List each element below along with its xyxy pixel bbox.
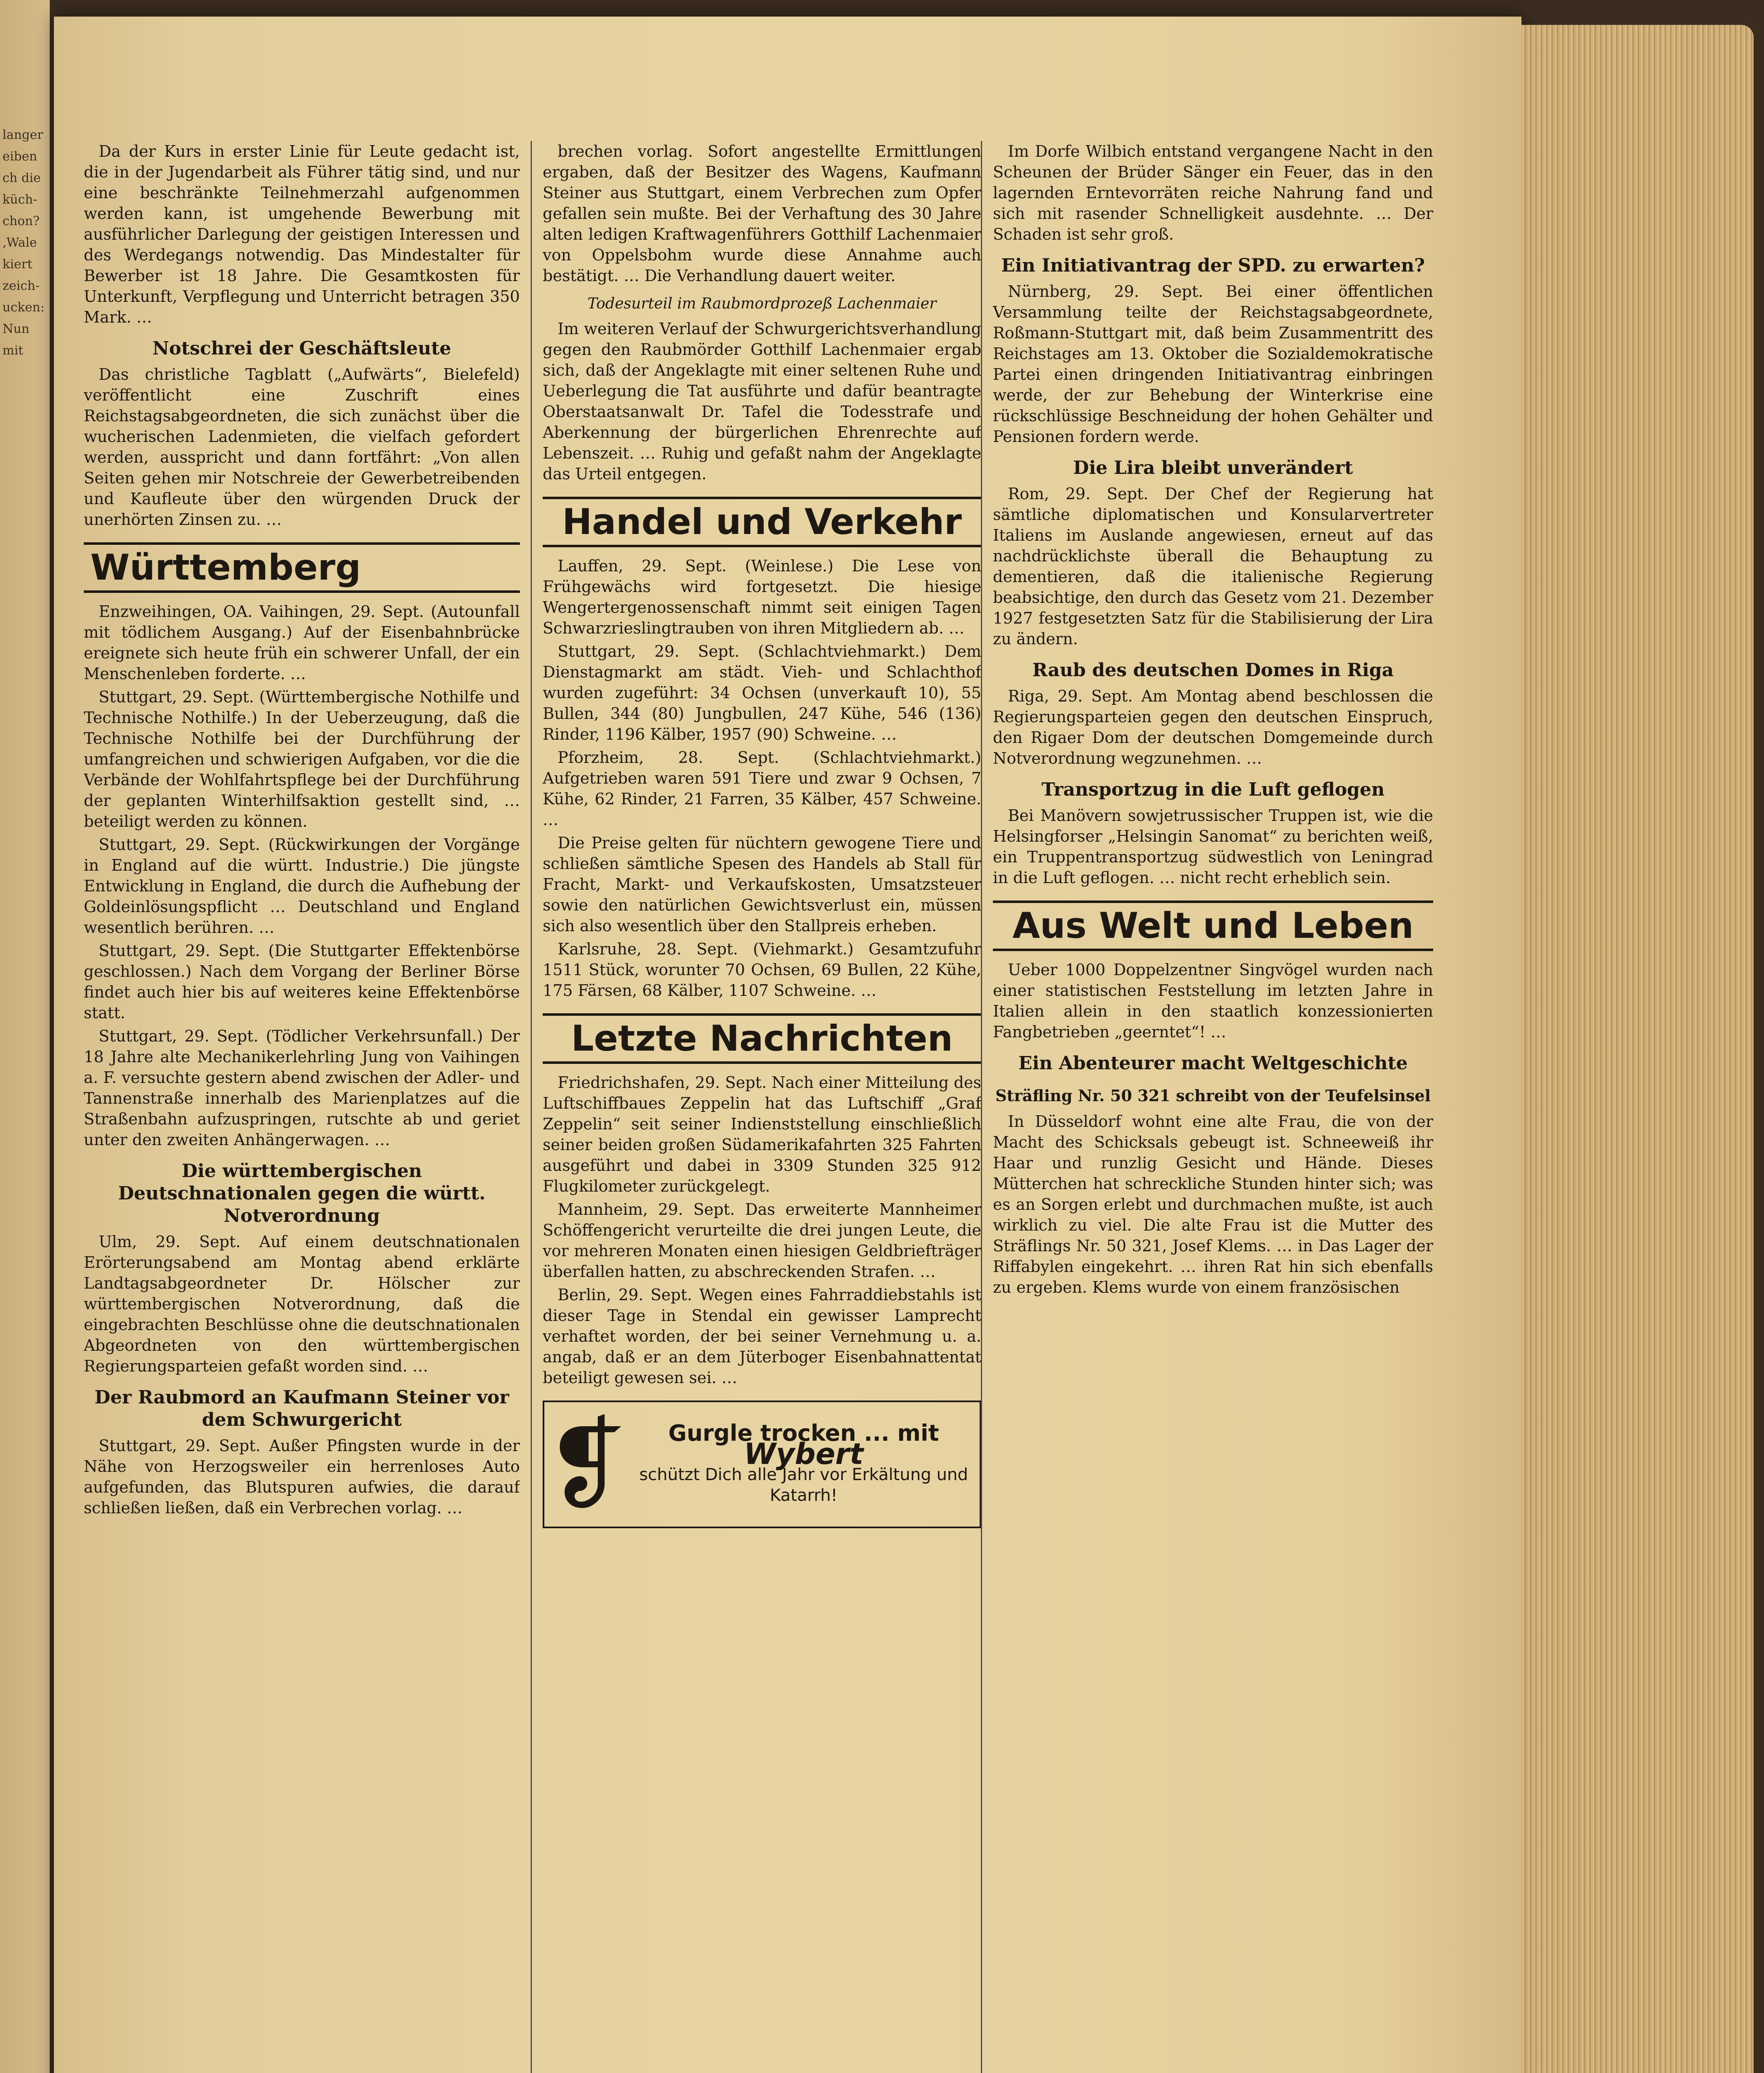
section-handel: Handel und Verkehr xyxy=(543,497,981,547)
article-karlsruhe: Karlsruhe, 28. Sept. (Viehmarkt.) Gesamtzufuhr 1511 Stück, worunter 70 Ochsen, 69 Bullen, 22 Kühe, 175 Färsen, 68 Kälber, 1107 Schweine. … xyxy=(543,940,981,1000)
article-abenteurer: In Düsseldorf wohnt eine alte Frau, die von der Macht des Schicksals gebeugt ist. Schneeweiß ihr Haar und runzlig Gesicht und Hände. Dieses Mütterchen hat schreckliche Stunden hinter sich; was es an Sorgen erlebt und durchmachen mußte, ist auch wirklich zu viel. Die alte Frau ist die Mutter des Sträflings Nr. 50 321, Josef Klems. … in Das Lager der Riffabylen eingekehrt. … ihren Rat hin sich ebenfalls zu ergeben. Klems wurde von einem französischen xyxy=(993,1112,1433,1296)
column-1 xyxy=(84,141,520,2073)
article-nothilfe: Stuttgart, 29. Sept. (Württembergische Nothilfe und Technische Nothilfe.) In der Ueberzeugung, daß die Technische Nothilfe bei der Durchführung der umfangreichen und schwierigen Aufgaben, vor die die Verbände der Wohlfahrtspflege bei der Durchführung der geplanten Winterhilfsaktion gestellt sind, … beteiligt werden zu können. xyxy=(84,688,520,830)
article-pforzheim: Pforzheim, 28. Sept. (Schlachtviehmarkt.) Aufgetrieben waren 591 Tiere und zwar 9 Ochsen, 7 Kühe, 62 Rinder, 21 Farren, 35 Kälber, 457 Schweine. … xyxy=(543,748,981,829)
article-friedrichshafen: Friedrichshafen, 29. Sept. Nach einer Mitteilung des Luftschiffbaues Zeppelin hat das Luftschiff „Graf Zeppelin“ seit seiner Indienststellung einschließlich seiner beiden großen Südamerikafahrten 325 Fahrten ausgeführt und dabei in 3309 Stunden 325 912 Flugkilometer zurückgelegt. xyxy=(543,1073,981,1195)
article-england: Stuttgart, 29. Sept. (Rückwirkungen der Vorgänge in England auf die württ. Industrie.) Die jüngste Entwicklung in England, die durch die Aufhebung der Goldeinlösungspflicht … Deutschland und England wesentlich berühren. … xyxy=(84,835,520,937)
headline-dnvp: Die württembergischen Deutschnationalen gegen die württ. Notverordnung xyxy=(118,1160,486,1226)
headline-riga: Raub des deutschen Domes in Riga xyxy=(1032,660,1394,681)
headline-todesurteil: Todesurteil im Raubmordprozeß Lachenmaier xyxy=(587,295,937,312)
column-3 xyxy=(981,141,1433,2073)
article-spd: Nürnberg, 29. Sept. Bei einer öffentlichen Versammlung teilte der Reichstagsabgeordnete, Roßmann-Stuttgart mit, daß beim Zusammentritt des Reichstages am 13. Oktober die Sozialdemokratische Partei einen dringenden Initiativantrag einbringen werde, der zur Behebung der Winterkrise eine rückschlüssige Beschneidung der hohen Gehälter und Pensionen fordern werde. xyxy=(993,282,1433,446)
article-singvoegel: Ueber 1000 Doppelzentner Singvögel wurden nach einer statistischen Feststellung im letzten Jahre in Italien allein in den staatlich konzessionierten Fangbetrieben „geerntet“! … xyxy=(993,961,1433,1041)
article-schlachtvieh: Stuttgart, 29. Sept. (Schlachtviehmarkt.) Dem Dienstagmarkt am städt. Vieh- und Schlachthof wurden zugeführt: 34 Ochsen (unverkauft 10), 55 Bullen, 344 (80) Jungbullen, 247 Kühe, 546 (136) Rinder, 1196 Kälber, 1957 (90) Schweine. … xyxy=(543,642,981,743)
headline-lira: Die Lira bleibt unverändert xyxy=(1073,457,1353,478)
headline-notschrei: Notschrei der Geschäftsleute xyxy=(152,338,451,359)
article-transportzug: Bei Manövern sowjetrussischer Truppen ist, wie die Helsingforser „Helsingin Sanomat“ zu berichten weiß, ein Truppentransportzug südwestlich von Leningrad in die Luft geflogen. … nicht recht erheblich sein. xyxy=(993,806,1433,887)
headline-raubmord: Der Raubmord an Kaufmann Steiner vor dem Schwurgericht xyxy=(95,1387,509,1430)
article-lira: Rom, 29. Sept. Der Chef der Regierung hat sämtliche diplomatischen und Konsularvertreter Italiens im Auslande angewiesen, erneut auf das nachdrücklichste überall die Behauptung zu dementieren, daß die italienische Regierung beabsichtige, den durch das Gesetz vom 21. Dezember 1927 festgesetzten Satz für die Stabilisierung der Lira zu ändern. xyxy=(993,485,1433,648)
headline-spd: Ein Initiativantrag der SPD. zu erwarten? xyxy=(1001,255,1425,276)
section-letzte-nachrichten: Letzte Nachrichten xyxy=(543,1013,981,1064)
silhouette-icon: ❡ xyxy=(544,1406,628,1522)
section-wuerttemberg: Württemberg xyxy=(84,542,520,593)
article-kurs: Da der Kurs in erster Linie für Leute gedacht ist, die in der Jugendarbeit als Führer tätig sind, und nur eine beschränkte Teilnehmerzahl aufgenommen werden kann, ist umgehende Bewerbung mit ausführlicher Darlegung der geistigen Interessen und des Werdegangs notwendig. Das Mindestalter für Bewerber ist 18 Jahre. Die Gesamtkosten für Unterkunft, Verpflegung und Unterricht betragen 350 Mark. … xyxy=(84,142,520,326)
article-riga: Riga, 29. Sept. Am Montag abend beschlossen die Regierungsparteien gegen den deutschen Einspruch, den Rigaer Dom der deutschen Domgemeinde durch Notverordnung wegzunehmen. … xyxy=(993,687,1433,767)
advertisement-wybert xyxy=(543,1401,981,1528)
ad-brand: Wybert xyxy=(744,1437,864,1471)
headline-transportzug: Transportzug in die Luft geflogen xyxy=(1041,779,1385,800)
article-wilbich: Im Dorfe Wilbich entstand vergangene Nacht in den Scheunen der Brüder Sänger ein Feuer, das in den lagernden Erntevorräten reiche Nahrung fand und sich mit rasender Schnelligkeit ausdehnte. … Der Schaden ist sehr groß. xyxy=(993,142,1433,243)
article-enzweihingen: Enzweihingen, OA. Vaihingen, 29. Sept. (Autounfall mit tödlichem Ausgang.) Auf der Eisenbahnbrücke ereignete sich heute früh ein schwerer Unfall, der ein Menschenleben forderte. … xyxy=(84,602,520,683)
article-dnvp: Ulm, 29. Sept. Auf einem deutschnationalen Erörterungsabend am Montag abend erklärte Landtagsabgeordneter Dr. Hölscher zur württembergischen Notverordnung, daß die eingebrachten Beschlüsse ohne die deutschnationalen Abgeordneten von den württembergischen Regierungsparteien gefaßt worden sind. … xyxy=(84,1233,520,1375)
ad-claim: schützt Dich alle Jahr vor Erkältung und Katarrh! xyxy=(639,1465,968,1505)
previous-page-edge xyxy=(0,0,54,2073)
ad-text xyxy=(628,1420,980,1506)
article-lauffen: Lauffen, 29. Sept. (Weinlese.) Die Lese von Frühgewächs wird fortgesetzt. Die hiesige Wengertergenossenschaft nimmt seit einigen Tagen Schwarzrieslingtrauben von ihren Mitgliedern ab. … xyxy=(543,557,981,637)
book-page-edges xyxy=(1521,25,1754,2073)
previous-page-fragments: langer eiben ch die küch- chon? ‚Wale kiert zeich- ucken: Nun mit xyxy=(2,128,45,358)
article-preise: Die Preise gelten für nüchtern gewogene Tiere und schließen sämtliche Spesen des Handels ab Stall für Fracht, Markt- und Verkaufskosten, Umsatzsteuer sowie den natürlichen Gewichtsverlust ein, müssen sich also wesentlich über den Stallpreis erheben. xyxy=(543,834,981,935)
subheadline-abenteurer: Sträfling Nr. 50 321 schreibt von der Teufelsinsel xyxy=(995,1086,1431,1105)
article-mannheim: Mannheim, 29. Sept. Das erweiterte Mannheimer Schöffengericht verurteilte die drei jungen Leute, die vor mehreren Monaten einen hiesigen Geldbriefträger überfallen hatten, zu abschreckenden Strafen. … xyxy=(543,1200,981,1281)
article-todesurteil: Im weiteren Verlauf der Schwurgerichtsverhandlung gegen den Raubmörder Gotthilf Lachenmaier ergab sich, daß der Angeklagte mit einer seltenen Ruhe und Ueberlegung die Tat ausführte und dafür beantragte Oberstaatsanwalt Dr. Tafel die Todesstrafe und Aberkennung der bürgerlichen Ehrenrechte auf Lebenszeit. … Ruhig und gefaßt nahm der Angeklagte das Urteil entgegen. xyxy=(543,320,981,483)
article-boerse: Stuttgart, 29. Sept. (Die Stuttgarter Effektenbörse geschlossen.) Nach dem Vorgang der Berliner Börse findet auch hier bis auf weiteres keine Effektenbörse statt. xyxy=(84,942,520,1022)
headline-abenteurer: Ein Abenteurer macht Weltgeschichte xyxy=(1018,1053,1408,1074)
newspaper-page xyxy=(54,17,1521,2073)
article-verkehrsunfall: Stuttgart, 29. Sept. (Tödlicher Verkehrsunfall.) Der 18 Jahre alte Mechanikerlehrling Jung von Vaihingen a. F. versuchte gestern abend zwischen der Adler- und Tannenstraße innerhalb des Marienplatzes auf die Straßenbahn aufzuspringen, rutschte ab und geriet unter den zweiten Anhängerwagen. … xyxy=(84,1027,520,1149)
section-welt-und-leben: Aus Welt und Leben xyxy=(993,901,1433,951)
article-notschrei: Das christliche Tagblatt („Aufwärts“, Bielefeld) veröffentlicht eine Zuschrift eines Reichstagsabgeordneten, die sich zunächst über die wucherischen Ladenmieten, die vielfach gefordert werden, ausspricht und dann fortfährt: „Von allen Seiten gehen mir Notschreie der Gewerbetreibenden und Kaufleute über den würgenden Druck der unerhörten Zinsen zu. … xyxy=(84,365,520,529)
article-berlin: Berlin, 29. Sept. Wegen eines Fahrraddiebstahls ist dieser Tage in Stendal ein gewisser Lamprecht verhaftet worden, der bei seiner Vernehmung u. a. angab, daß er an dem Jüterboger Eisenbahnattentat beteiligt gewesen sei. … xyxy=(543,1286,981,1387)
article-raubmord: Stuttgart, 29. Sept. Außer Pfingsten wurde in der Nähe von Herzogsweiler ein herrenloses Auto aufgefunden, das Blutspuren aufwies, die darauf schließen ließen, daß ein Verbrechen vorlag. … xyxy=(84,1437,520,1517)
article-raubmord-cont: brechen vorlag. Sofort angestellte Ermittlungen ergaben, daß der Besitzer des Wagens, Kaufmann Steiner aus Stuttgart, einem Verbrechen zum Opfer gefallen sein mußte. Bei der Verhaftung des 30 Jahre alten ledigen Kraftwagenführers Gotthilf Lachenmaier von Oppelsbohm wurde diese Annahme auch bestätigt. … Die Verhandlung dauert weiter. xyxy=(543,142,981,285)
ad-slogan: Gurgle trocken ... mit xyxy=(668,1420,939,1446)
column-2 xyxy=(531,141,981,2073)
